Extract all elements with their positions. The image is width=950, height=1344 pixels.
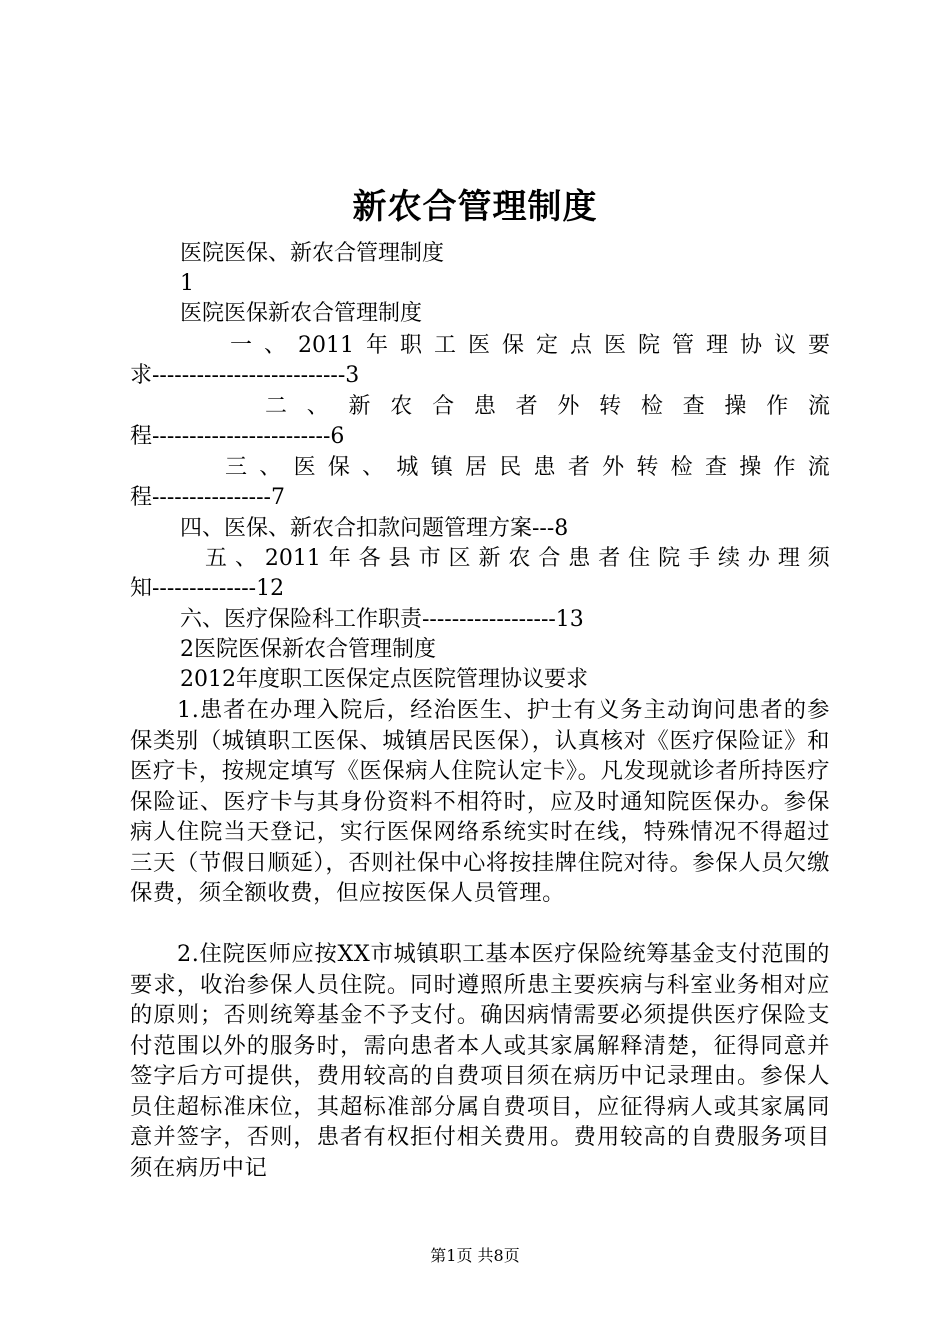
text-line: 医院医保、新农合管理制度: [180, 241, 445, 266]
toc-char: 医: [603, 333, 626, 358]
toc-char: 二: [265, 394, 288, 419]
toc-char: 、: [264, 333, 287, 358]
toc-char: 患: [473, 394, 496, 419]
toc-char: 点: [569, 333, 592, 358]
toc-entry-3-tail: 程----------------7: [130, 485, 285, 510]
toc-char: 须: [807, 546, 830, 571]
section-heading: 2医院医保新农合管理制度: [180, 637, 436, 662]
toc-char: 续: [717, 546, 740, 571]
toc-char: 居: [464, 455, 487, 480]
toc-char: 办: [747, 546, 770, 571]
toc-char: 理: [777, 546, 800, 571]
toc-char: 新: [348, 394, 371, 419]
paragraph-2: 2.住院医师应按XX市城镇职工基本医疗保险统筹基金支付范围的要求，收治参保人员住院。同时遵照所患主要疾病与科室业务相对应的原则；否则统筹基金不予支付。确因病情需要必须提供医疗保险支付范围以外的服务时，需向患者本人或其家属解释清楚，征得同意并签字后方可提供，费用较高的自费项目须在病历中记录理由。参保人员住超标准床位，其超标准部分属自费项目，应征得病人或其家属同意并签字，否则，患者有权拒付相关费用。费用较高的自费服务项目须在病历中记: [130, 941, 830, 1181]
toc-char: 定: [535, 333, 558, 358]
text-line: 1: [180, 271, 194, 296]
toc-char: 操: [724, 394, 747, 419]
toc-char: 查: [682, 394, 705, 419]
toc-char: 城: [396, 455, 419, 480]
toc-entry-3: [130, 452, 830, 484]
toc-char: 要: [807, 333, 830, 358]
toc-char: 保: [501, 333, 524, 358]
toc-char: 作: [773, 455, 796, 480]
toc-char: 院: [637, 333, 660, 358]
toc-char: 院: [658, 546, 681, 571]
sub-heading: 2012年度职工医保定点医院管理协议要求: [180, 667, 588, 692]
toc-char: 医: [467, 333, 490, 358]
toc-char: 镇: [430, 455, 453, 480]
toc-char: 三: [225, 455, 248, 480]
toc-char: 、: [259, 455, 282, 480]
toc-char: 患: [533, 455, 556, 480]
toc-char: 议: [773, 333, 796, 358]
toc-char: 作: [766, 394, 789, 419]
toc-char: 农: [508, 546, 531, 571]
toc-char: 各: [358, 546, 381, 571]
toc-entry-2-tail: 程------------------------6: [130, 424, 345, 449]
toc-char: 合: [432, 394, 455, 419]
toc-char: 、: [234, 546, 257, 571]
toc-entry-6: 六、医疗保险科工作职责------------------13: [180, 607, 584, 632]
toc-char: 保: [327, 455, 350, 480]
toc-char: 理: [705, 333, 728, 358]
toc-char: 区: [448, 546, 471, 571]
toc-char: 年: [328, 546, 351, 571]
toc-char: 市: [418, 546, 441, 571]
toc-char: 职: [399, 333, 422, 358]
toc-char: 操: [739, 455, 762, 480]
toc-char: 患: [568, 546, 591, 571]
toc-char: 、: [362, 455, 385, 480]
document-title: 新农合管理制度: [352, 187, 598, 227]
toc-char: 管: [671, 333, 694, 358]
toc-char: 、: [306, 394, 329, 419]
toc-char: 外: [557, 394, 580, 419]
toc-char: 县: [388, 546, 411, 571]
toc-char: 者: [515, 394, 538, 419]
page-number-footer: 第1页 共8页: [430, 1246, 520, 1265]
toc-char: 农: [390, 394, 413, 419]
toc-char: 流: [807, 394, 830, 419]
toc-entry-1-tail: 求--------------------------3: [130, 363, 360, 388]
toc-char: 合: [538, 546, 561, 571]
toc-char: 住: [628, 546, 651, 571]
toc-char: 流: [807, 455, 830, 480]
toc-char: 五: [205, 546, 228, 571]
toc-char: 检: [640, 394, 663, 419]
toc-char: 外: [602, 455, 625, 480]
toc-char: 协: [739, 333, 762, 358]
toc-char: 一: [230, 333, 253, 358]
toc-entry-4: 四、医保、新农合扣款问题管理方案---8: [180, 516, 569, 541]
toc-char: 转: [636, 455, 659, 480]
toc-char: 民: [499, 455, 522, 480]
toc-char: 转: [599, 394, 622, 419]
toc-entry-5-tail: 知--------------12: [130, 576, 285, 601]
toc-char: 新: [478, 546, 501, 571]
toc-char: 2011: [298, 333, 354, 358]
toc-entry-2: [130, 391, 830, 423]
toc-char: 年: [365, 333, 388, 358]
toc-char: 查: [704, 455, 727, 480]
toc-char: 工: [433, 333, 456, 358]
paragraph-1: 1.患者在办理入院后，经治医生、护士有义务主动询问患者的参保类别（城镇职工医保、城镇居民医保），认真核对《医疗保险证》和医疗卡，按规定填写《医保病人住院认定卡》。凡发现就诊者所持医疗保险证、医疗卡与其身份资料不相符时，应及时通知院医保办。参保病人住院当天登记，实行医保网络系统实时在线，特殊情况不得超过三天（节假日顺延），否则社保中心将按挂牌住院对待。参保人员欠缴保费，须全额收费，但应按医保人员管理。: [130, 697, 830, 906]
toc-char: 检: [670, 455, 693, 480]
toc-entry-1: [130, 330, 830, 362]
toc-char: 2011: [264, 546, 321, 571]
toc-char: 者: [567, 455, 590, 480]
toc-entry-5: [130, 543, 830, 575]
text-line: 医院医保新农合管理制度: [180, 301, 423, 326]
toc-char: 手: [688, 546, 711, 571]
toc-char: 者: [598, 546, 621, 571]
toc-char: 医: [293, 455, 316, 480]
